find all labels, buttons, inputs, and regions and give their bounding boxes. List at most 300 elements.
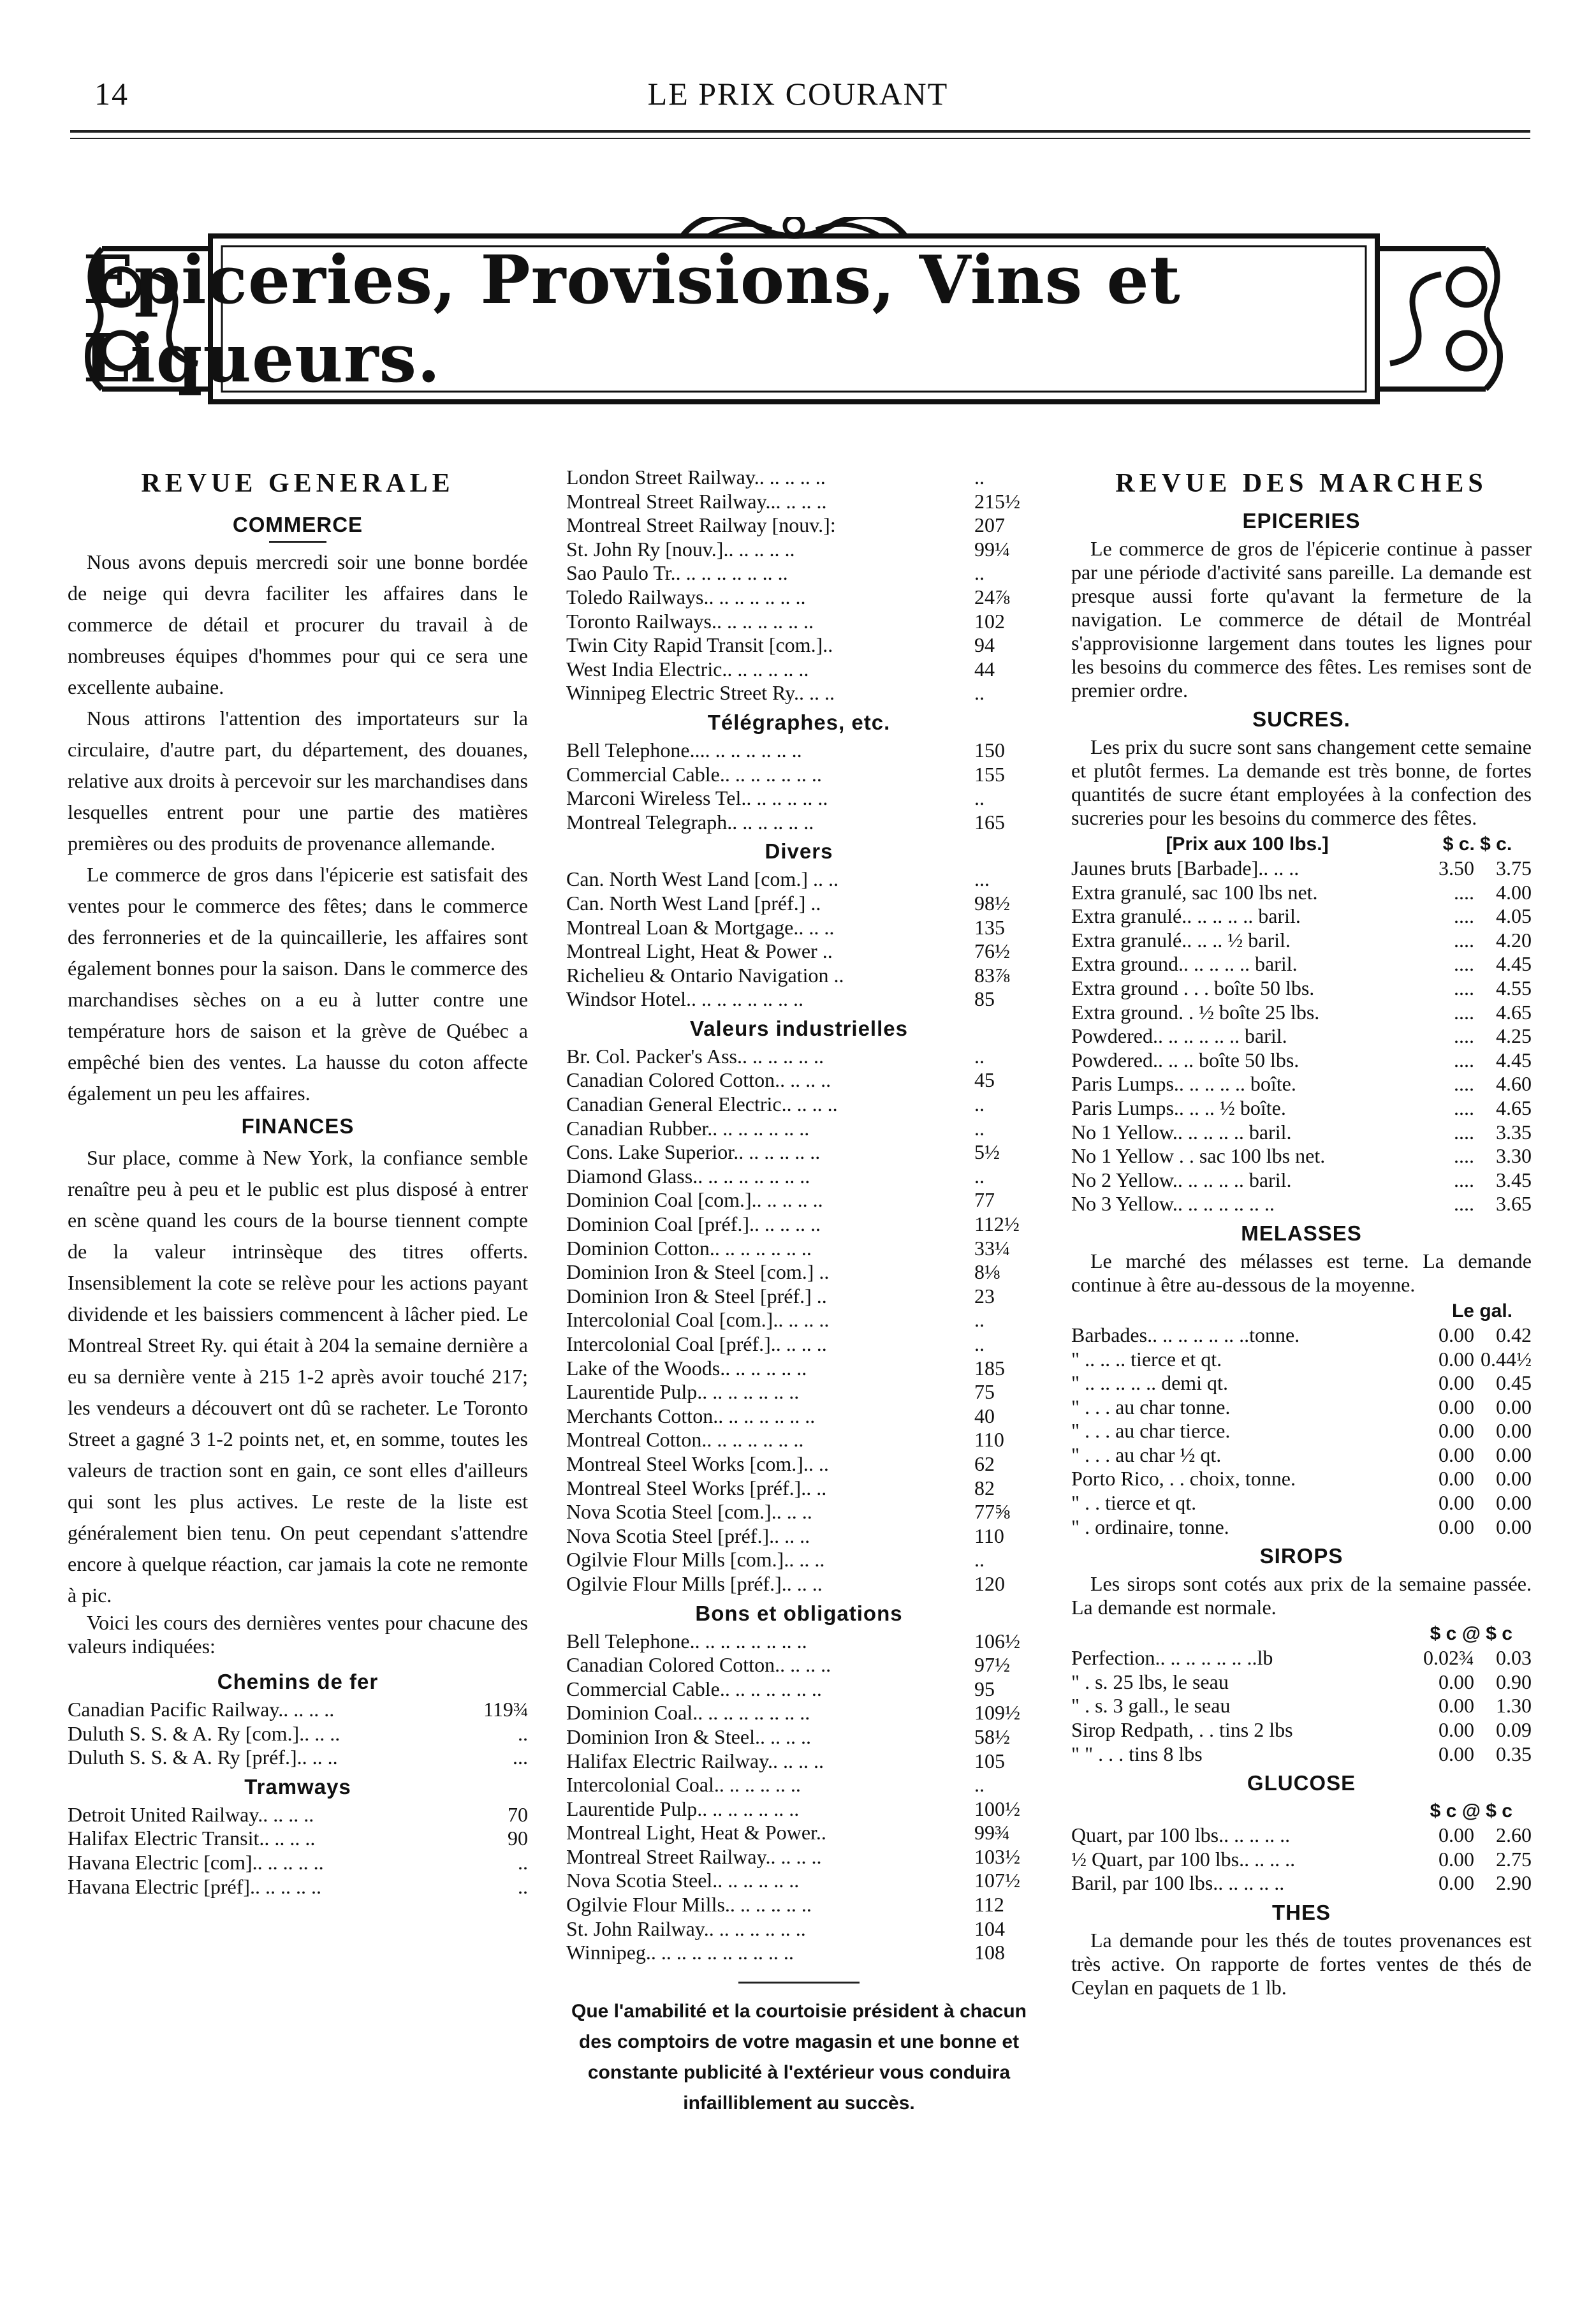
item-value: 105 [974, 1749, 1005, 1772]
price-low: .... [1454, 880, 1474, 904]
table-row [1071, 881, 1532, 905]
item-name: Montreal Telegraph.. .. .. .. .. .. [566, 810, 814, 834]
item-name: Extra ground.. .. .. .. .. baril. [1071, 952, 1298, 976]
list-item [68, 1875, 528, 1899]
table-row [1071, 1001, 1532, 1025]
list-item [566, 633, 1032, 658]
melasses-unit: Le gal. [1451, 1300, 1512, 1321]
price-low: 3.50 [1439, 857, 1474, 880]
price-low: 0.00 [1439, 1395, 1474, 1418]
item-value: 109½ [974, 1701, 1020, 1725]
item-name: No 1 Yellow . . sac 100 lbs net. [1071, 1144, 1326, 1168]
item-name: Extra granulé, sac 100 lbs net. [1071, 880, 1318, 904]
table-sirops [1071, 1646, 1532, 1766]
item-value: 77⅝ [974, 1500, 1010, 1524]
item-name: Intercolonial Coal [préf.].. .. .. .. [566, 1332, 827, 1355]
item-name: Canadian Colored Cotton.. .. .. .. [566, 1653, 831, 1677]
item-value: 108 [974, 1941, 1005, 1964]
item-name: Br. Col. Packer's Ass.. .. .. .. .. .. [566, 1044, 824, 1068]
sucres-table-head [1071, 832, 1532, 857]
item-value: 110 [974, 1524, 1004, 1547]
price-high: 0.00 [1496, 1491, 1532, 1515]
item-name: Nova Scotia Steel [com.].. .. .. [566, 1500, 812, 1524]
item-name: Dominion Cotton.. .. .. .. .. .. .. [566, 1236, 812, 1260]
price-high: 2.75 [1496, 1847, 1532, 1871]
item-name: Montreal Street Railway.. .. .. .. [566, 1844, 822, 1868]
price-high: 0.45 [1496, 1371, 1532, 1395]
item-value: 99¼ [974, 537, 1010, 561]
list-item [566, 538, 1032, 562]
item-value: 45 [974, 1068, 995, 1092]
item-value: 76½ [974, 939, 1010, 963]
item-name: Halifax Electric Railway.. .. .. .. [566, 1749, 824, 1772]
item-value: .. [974, 1332, 985, 1355]
list-item [68, 1746, 528, 1770]
item-name: Marconi Wireless Tel.. .. .. .. .. .. [566, 786, 828, 810]
list-divers [566, 867, 1032, 1012]
price-high: 4.55 [1496, 976, 1532, 999]
item-value: 83⅞ [974, 963, 1010, 987]
item-name: Montreal Light, Heat & Power.. [566, 1821, 826, 1844]
list-item [566, 1285, 1032, 1309]
item-name: " . s. 25 lbs, le seau [1071, 1670, 1229, 1693]
item-name: Barbades.. .. .. .. .. .. ..tonne. [1071, 1323, 1300, 1346]
list-telegraphes [566, 739, 1032, 834]
table-row [1071, 1419, 1532, 1443]
item-value: .. [974, 786, 985, 810]
list-item [566, 811, 1032, 835]
price-low: 0.00 [1439, 1443, 1474, 1466]
price-high: 1.30 [1496, 1694, 1532, 1718]
item-name: St. John Railway.. .. .. .. .. .. .. [566, 1917, 806, 1940]
list-item [566, 1500, 1032, 1524]
item-name: Winnipeg.. .. .. .. .. .. .. .. .. .. [566, 1941, 794, 1964]
item-name: Detroit United Railway.. .. .. .. [68, 1802, 314, 1826]
list-valeurs [566, 1045, 1032, 1596]
list-item [68, 1803, 528, 1827]
item-name: Paris Lumps.. .. .. ½ boîte. [1071, 1096, 1286, 1119]
sucres-table-units: $ c. $ c. [1442, 834, 1512, 855]
item-value: .. [974, 561, 985, 585]
list-item [566, 1452, 1032, 1476]
item-name: Nova Scotia Steel [préf.].. .. .. [566, 1524, 810, 1547]
glucose-units: $ c @ $ c [1430, 1800, 1512, 1822]
list-item [566, 585, 1032, 610]
item-name: " . ordinaire, tonne. [1071, 1515, 1229, 1538]
item-name: Laurentide Pulp.. .. .. .. .. .. .. [566, 1797, 800, 1820]
subhead-finances: FINANCES [241, 1114, 355, 1138]
price-high: 4.65 [1496, 1096, 1532, 1119]
item-name: Montreal Light, Heat & Power .. [566, 939, 833, 963]
list-item [566, 1476, 1032, 1501]
price-high: 4.05 [1496, 904, 1532, 928]
item-name: " .. .. .. .. .. demi qt. [1071, 1371, 1228, 1395]
item-name: Sao Paulo Tr.. .. .. .. .. .. .. .. [566, 561, 788, 585]
item-name: Quart, par 100 lbs.. .. .. .. .. [1071, 1823, 1291, 1847]
item-value: ... [513, 1746, 528, 1769]
price-low: 0.00 [1439, 1823, 1474, 1847]
item-name: Dominion Coal [com.].. .. .. .. .. [566, 1188, 823, 1212]
price-high: 4.00 [1496, 880, 1532, 904]
item-value: 5½ [974, 1140, 1000, 1164]
price-high: 4.45 [1496, 1048, 1532, 1071]
subhead-chemins: Chemins de fer [217, 1670, 379, 1693]
list-item [566, 658, 1032, 682]
item-name: Dominion Iron & Steel [préf.] .. [566, 1284, 827, 1307]
page-number: 14 [94, 76, 129, 112]
item-name: Can. North West Land [com.] .. .. [566, 867, 838, 891]
item-name: Extra ground . . . boîte 50 lbs. [1071, 976, 1315, 999]
price-high: 0.44½ [1481, 1347, 1532, 1371]
item-value: 102 [974, 609, 1005, 633]
list-item [566, 466, 1032, 490]
item-value: 75 [974, 1380, 995, 1404]
item-name: Canadian Colored Cotton.. .. .. .. [566, 1068, 831, 1092]
list-item [566, 1068, 1032, 1093]
item-name: Montreal Cotton.. .. .. .. .. .. .. [566, 1428, 804, 1452]
subhead-divers: Divers [765, 839, 833, 864]
item-name: Powdered.. .. .. boîte 50 lbs. [1071, 1048, 1299, 1071]
item-name: Montreal Street Railway [nouv.]: [566, 513, 836, 537]
table-row [1071, 1515, 1532, 1540]
list-item [566, 1165, 1032, 1189]
paragraph: Nous avons depuis mercredi soir une bonne bordée de neige qui devra faciliter les affaires dans le commerce de détail et procurer du travail à de nombreuses équipes d'hommes pour qui ce sera une excellente aubaine. [68, 550, 528, 698]
price-high: 3.65 [1496, 1192, 1532, 1216]
item-name: Ogilvie Flour Mills.. .. .. .. .. .. [566, 1893, 812, 1917]
list-item [566, 1548, 1032, 1572]
item-value: 103½ [974, 1844, 1020, 1868]
item-name: Lake of the Woods.. .. .. .. .. .. [566, 1356, 807, 1380]
item-name: " . . . au char tonne. [1071, 1395, 1231, 1418]
item-value: 99¾ [974, 1821, 1010, 1844]
item-name: Bell Telephone.. .. .. .. .. .. .. .. [566, 1629, 807, 1653]
item-value: 58½ [974, 1725, 1010, 1748]
item-name: No 2 Yellow.. .. .. .. .. baril. [1071, 1168, 1292, 1191]
item-name: St. John Ry [nouv.].. .. .. .. .. [566, 537, 795, 561]
list-item [566, 681, 1032, 705]
journal-title: LE PRIX COURANT [647, 76, 949, 112]
item-value: 85 [974, 987, 995, 1011]
price-low: 0.00 [1439, 1742, 1474, 1765]
price-low: .... [1454, 1024, 1474, 1048]
table-row [1071, 1848, 1532, 1872]
list-item [68, 1698, 528, 1722]
list-item [566, 1572, 1032, 1596]
item-name: " " . . . tins 8 lbs [1071, 1742, 1203, 1765]
list-item [566, 1212, 1032, 1237]
item-value: .. [974, 1164, 985, 1188]
item-value: .. [974, 1308, 985, 1332]
list-item [566, 1260, 1032, 1285]
price-low: 0.00 [1439, 1371, 1474, 1395]
price-low: 0.00 [1439, 1347, 1474, 1371]
item-value: 106½ [974, 1629, 1020, 1653]
item-name: Jaunes bruts [Barbade].. .. .. [1071, 857, 1299, 880]
item-value: 24⅞ [974, 585, 1010, 608]
subhead-melasses: MELASSES [1241, 1221, 1362, 1245]
item-value: .. [974, 1093, 985, 1116]
item-name: Can. North West Land [préf.] .. [566, 891, 821, 915]
item-value: 185 [974, 1356, 1005, 1380]
list-item [566, 1821, 1032, 1845]
price-high: 4.20 [1496, 928, 1532, 952]
item-name: Montreal Steel Works [préf.].. .. [566, 1476, 827, 1499]
table-row [1071, 1871, 1532, 1896]
price-low: .... [1454, 1144, 1474, 1168]
list-item [566, 513, 1032, 538]
table-row [1071, 1096, 1532, 1121]
item-value: 107½ [974, 1869, 1020, 1892]
item-name: Commercial Cable.. .. .. .. .. .. .. [566, 1677, 822, 1700]
price-high: 0.35 [1496, 1742, 1532, 1765]
table-glucose [1071, 1823, 1532, 1896]
list-tramways [68, 1803, 528, 1899]
item-value: 23 [974, 1284, 995, 1307]
item-name: Intercolonial Coal [com.].. .. .. .. [566, 1308, 830, 1332]
item-value: .. [974, 1044, 985, 1068]
price-low: .... [1454, 952, 1474, 976]
list-item [566, 1797, 1032, 1822]
list-item [566, 1677, 1032, 1702]
item-name: Dominion Iron & Steel.. .. .. .. [566, 1725, 811, 1748]
table-row [1071, 1443, 1532, 1468]
list-item [566, 916, 1032, 940]
paragraph: Le commerce de gros dans l'épicerie est satisfait des ventes pour le commerce des fêtes; dans le commerce des ferronneries et de la quincaillerie, les affaires sont également bonnes pour la saison. Dans le commerce des marchandises sèches on a eu à lutter contre une température hors de saison et la grève de Québec a empêché bien des ventes. La hausse du coton affecte également un peu les affaires. [68, 863, 528, 1105]
price-high: 4.60 [1496, 1072, 1532, 1096]
price-high: 2.90 [1496, 1871, 1532, 1895]
item-name: Havana Electric [com].. .. .. .. .. [68, 1850, 324, 1874]
item-value: 90 [508, 1827, 528, 1850]
price-low: .... [1454, 1000, 1474, 1024]
list-item [566, 1404, 1032, 1429]
table-row [1071, 952, 1532, 976]
list-item [566, 1845, 1032, 1869]
item-value: 155 [974, 762, 1005, 786]
price-high: 0.90 [1496, 1670, 1532, 1693]
table-row [1071, 1192, 1532, 1216]
price-low: .... [1454, 1168, 1474, 1191]
section-title-revue-generale: REVUE GENERALE [141, 469, 455, 498]
price-high: 0.00 [1496, 1443, 1532, 1466]
item-value: .. [518, 1850, 528, 1874]
item-value: 70 [508, 1802, 528, 1826]
price-high: 2.60 [1496, 1823, 1532, 1847]
list-item [68, 1722, 528, 1746]
subhead-thes: THES [1271, 1901, 1331, 1924]
list-bons [566, 1630, 1032, 1965]
price-low: .... [1454, 928, 1474, 952]
price-low: 0.00 [1439, 1323, 1474, 1346]
item-name: Canadian Rubber.. .. .. .. .. .. .. [566, 1116, 810, 1140]
item-name: Sirop Redpath, . . tins 2 lbs [1071, 1718, 1293, 1742]
paragraph: La demande pour les thés de toutes provenances est très active. On rapporte de fortes ventes de thés de Ceylan en paquets de 1 lb. [1071, 1929, 1532, 1999]
item-name: Montreal Loan & Mortgage.. .. .. [566, 915, 835, 939]
item-name: Paris Lumps.. .. .. .. .. boîte. [1071, 1072, 1296, 1096]
item-name: " .. .. .. tierce et qt. [1071, 1347, 1222, 1371]
item-name: Windsor Hotel.. .. .. .. .. .. .. .. [566, 987, 804, 1011]
item-value: 135 [974, 915, 1005, 939]
item-name: Laurentide Pulp.. .. .. .. .. .. .. [566, 1380, 800, 1404]
item-name: London Street Railway.. .. .. .. .. [566, 466, 826, 489]
item-name: Commercial Cable.. .. .. .. .. .. .. [566, 762, 822, 786]
item-name: Ogilvie Flour Mills [préf.].. .. .. [566, 1572, 823, 1595]
price-high: 3.75 [1496, 857, 1532, 880]
list-item [566, 867, 1032, 892]
item-name: Richelieu & Ontario Navigation .. [566, 963, 844, 987]
item-value: 112 [974, 1893, 1004, 1917]
list-item [566, 739, 1032, 763]
item-value: 82 [974, 1476, 995, 1499]
price-low: 0.00 [1439, 1419, 1474, 1443]
table-row [1071, 1371, 1532, 1395]
item-name: Montreal Street Railway... .. .. .. [566, 489, 827, 513]
item-name: " . . tierce et qt. [1071, 1491, 1197, 1515]
table-sucres [1071, 857, 1532, 1216]
list-item [566, 1630, 1032, 1654]
item-name: Winnipeg Electric Street Ry.. .. .. [566, 681, 835, 705]
subhead-rule [269, 541, 326, 543]
list-item [566, 1332, 1032, 1357]
item-name: Porto Rico, . . choix, tonne. [1071, 1467, 1296, 1491]
list-item [566, 490, 1032, 514]
price-low: 0.00 [1439, 1467, 1474, 1491]
table-row [1071, 857, 1532, 881]
table-row [1071, 1694, 1532, 1718]
list-item [566, 1140, 1032, 1165]
item-value: 33¼ [974, 1236, 1010, 1260]
section-banner [83, 217, 1505, 421]
paragraph: Le commerce de gros de l'épicerie continue à passer par une période d'activité sans pareille. La demande est presque aussi forte qu'avant la fermeture de la navigation. Le commerce de détail de Montréal s'approvisionne largement dans toutes les lignes pour les besoins du commerce des fêtes. Les remises sont de premier ordre. [1071, 537, 1532, 702]
table-row [1071, 1121, 1532, 1145]
price-high: 0.03 [1496, 1646, 1532, 1670]
item-value: 120 [974, 1572, 1005, 1595]
item-value: 8⅛ [974, 1260, 1000, 1284]
subhead-sirops: SIROPS [1259, 1544, 1343, 1568]
table-row [1071, 1024, 1532, 1049]
item-name: West India Electric.. .. .. .. .. .. [566, 657, 809, 681]
item-value: 165 [974, 810, 1005, 834]
list-item [566, 1701, 1032, 1725]
item-name: Dominion Coal [préf.].. .. .. .. .. [566, 1212, 821, 1236]
list-item [566, 561, 1032, 585]
item-value: .. [974, 1548, 985, 1572]
item-name: Perfection.. .. .. .. .. .. ..lb [1071, 1646, 1273, 1670]
table-row [1071, 1467, 1532, 1491]
banner-title: Epiceries, Provisions, Vins et Liqueurs. [83, 240, 1181, 397]
list-item [566, 1428, 1032, 1452]
item-name: Duluth S. S. & A. Ry [préf.].. .. .. [68, 1746, 338, 1769]
list-item [566, 964, 1032, 988]
paragraph: Sur place, comme à New York, la confiance semble renaître peu à peu et le public est plus disposé à entrer en scène quand les cours de la bourse tiennent compte de la valeur intrinsèque des titres offerts. Insensiblement la cote se relève pour les actions payant dividende et les baissiers commencent à lâcher pied. Le Montreal Street Ry. qui était à 204 la semaine dernière a eu sa dernière vente à 215 1-2 après avoir touché 217; les vendeurs a découvert ont dû se racheter. Le Toronto Street a gagné 3 1-2 points net, et, en somme, toutes les valeurs de traction sont en gain, ce sont elles d'ailleurs qui sont les plus actives. Le reste de la liste est généralement bien tenu. On peut cependant s'attendre encore à quelque réaction, car jamais la cote ne remonte à pic. [68, 1146, 528, 1607]
price-low: .... [1454, 1192, 1474, 1216]
paragraph: Les prix du sucre sont sans changement cette semaine et plutôt fermes. La demande est très bonne, de fortes quantités de sucre étant employées à la confection des sucreries pour les besoins du commerce des fêtes. [1071, 735, 1532, 829]
item-value: 94 [974, 633, 995, 657]
item-name: Dominion Coal.. .. .. .. .. .. .. .. [566, 1701, 810, 1725]
price-low: 0.02¾ [1423, 1646, 1474, 1670]
item-name: " . . . au char ½ qt. [1071, 1443, 1222, 1466]
item-value: .. [974, 1773, 985, 1797]
table-row [1071, 1395, 1532, 1420]
list-item [68, 1827, 528, 1851]
table-row [1071, 1168, 1532, 1193]
item-name: Canadian Pacific Railway.. .. .. .. [68, 1698, 335, 1721]
item-value: 110 [974, 1428, 1004, 1452]
item-name: Bell Telephone.... .. .. .. .. .. .. [566, 738, 802, 762]
item-name: Nova Scotia Steel.. .. .. .. .. .. [566, 1869, 800, 1892]
price-high: 4.45 [1496, 952, 1532, 976]
header-rule-thin [70, 138, 1530, 139]
list-item [566, 763, 1032, 787]
table-row [1071, 1049, 1532, 1073]
item-value: 40 [974, 1404, 995, 1427]
price-high: 0.09 [1496, 1718, 1532, 1742]
subhead-telegraphes: Télégraphes, etc. [707, 710, 891, 734]
column-stock-quotes [566, 466, 1032, 2119]
list-item [566, 1308, 1032, 1332]
item-value: .. [974, 681, 985, 705]
table-row [1071, 1491, 1532, 1515]
item-name: No 3 Yellow.. .. .. .. .. .. .. [1071, 1192, 1275, 1216]
item-value: 150 [974, 738, 1005, 762]
price-high: 0.00 [1496, 1419, 1532, 1443]
table-row [1071, 1144, 1532, 1168]
item-value: .. [974, 466, 985, 489]
price-high: 0.00 [1496, 1515, 1532, 1538]
list-item [566, 610, 1032, 634]
table-row [1071, 1646, 1532, 1670]
list-item [566, 1237, 1032, 1261]
notice-text: Que l'amabilité et la courtoisie président à chacun des comptoirs de votre magasin et une bonne et constante publicité à l'extérieur vous conduira infailliblement au succès. [571, 2000, 1027, 2114]
price-low: .... [1454, 1096, 1474, 1119]
table-row [1071, 929, 1532, 953]
item-name: Ogilvie Flour Mills [com.].. .. .. [566, 1548, 825, 1572]
list-item [68, 1851, 528, 1875]
subhead-bons: Bons et obligations [695, 1601, 903, 1625]
table-row [1071, 904, 1532, 929]
sucres-table-label: [Prix aux 100 lbs.] [1166, 834, 1329, 855]
list-chemins [68, 1698, 528, 1770]
item-value: .. [974, 1116, 985, 1140]
subhead-tramways: Tramways [244, 1774, 351, 1799]
item-name: Dominion Iron & Steel [com.] .. [566, 1260, 830, 1284]
list-item [566, 1749, 1032, 1774]
price-high: 4.25 [1496, 1024, 1532, 1048]
notice-rule [738, 1982, 860, 1984]
item-name: " . s. 3 gall., le seau [1071, 1694, 1231, 1718]
item-value: 95 [974, 1677, 995, 1700]
item-name: Canadian General Electric.. .. .. .. [566, 1093, 838, 1116]
price-high: 0.00 [1496, 1467, 1532, 1491]
price-low: 0.00 [1439, 1670, 1474, 1693]
item-name: Intercolonial Coal.. .. .. .. .. .. [566, 1773, 801, 1797]
table-row [1071, 1323, 1532, 1348]
list-item [566, 939, 1032, 964]
list-item [566, 1045, 1032, 1069]
item-value: 62 [974, 1452, 995, 1475]
item-name: Merchants Cotton.. .. .. .. .. .. .. [566, 1404, 816, 1427]
list-item [566, 1117, 1032, 1141]
sirops-units: $ c @ $ c [1430, 1623, 1512, 1645]
item-value: 112½ [974, 1212, 1020, 1236]
item-value: 44 [974, 657, 995, 681]
table-row [1071, 1670, 1532, 1695]
paragraph: Nous attirons l'attention des importateurs sur la circulaire, d'autre part, du département, des douanes, relative aux droits à percevoir sur les marchandises dans lesquelles entrent pour une partie des matières premières ou des produits de provenance allemande. [68, 707, 528, 855]
list-item [566, 786, 1032, 811]
price-low: 0.00 [1439, 1871, 1474, 1895]
item-name: Diamond Glass.. .. .. .. .. .. .. .. [566, 1164, 810, 1188]
list-item [566, 892, 1032, 916]
price-high: 3.30 [1496, 1144, 1532, 1168]
